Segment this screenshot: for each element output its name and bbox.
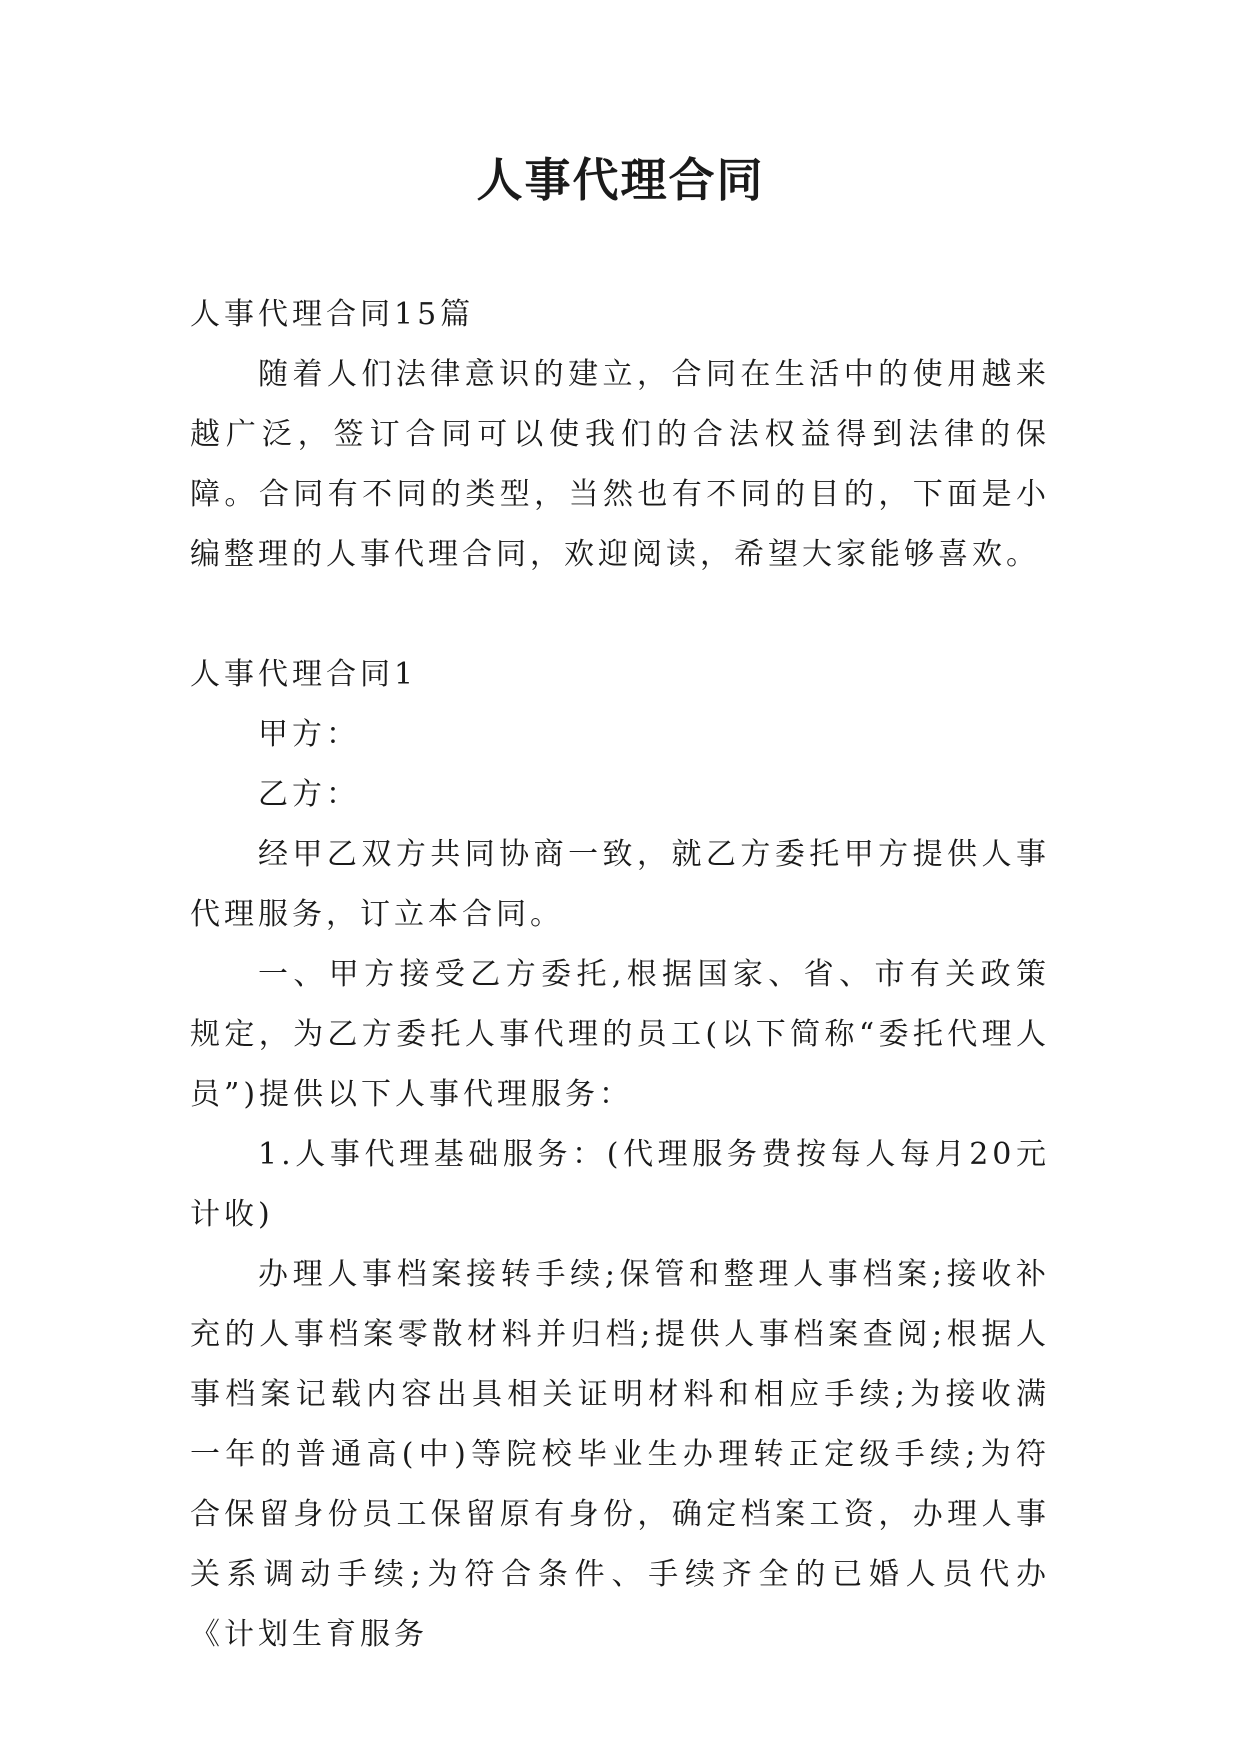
party-a-line: 甲方： (258, 717, 360, 752)
section-heading: 人事代理合同1 (190, 657, 418, 692)
intro-paragraph: 随着人们法律意识的建立，合同在生活中的使用越来越广泛，签订合同可以使我们的合法权益得到法律的保障。合同有不同的类型，当然也有不同的目的，下面是小编整理的人事代理合同，欢迎阅读，希望大家能够喜欢。 (190, 357, 1050, 572)
agreement-paragraph: 经甲乙双方共同协商一致，就乙方委托甲方提供人事代理服务，订立本合同。 (190, 837, 1050, 932)
clause-1-paragraph: 一、甲方接受乙方委托,根据国家、省、市有关政策规定，为乙方委托人事代理的员工(以下简称“委托代理人员”)提供以下人事代理服务： (190, 957, 1050, 1112)
paragraph-spacer (190, 585, 1050, 645)
service-1-detail-paragraph: 办理人事档案接转手续;保管和整理人事档案;接收补充的人事档案零散材料并归档;提供人事档案查阅;根据人事档案记载内容出具相关证明材料和相应手续;为接收满一年的普通高(中)等院校毕业生办理转正定级手续;为符合保留身份员工保留原有身份，确定档案工资，办理人事关系调动手续;为符合条件、手续齐全的已婚人员代办《计划生育服务 (190, 1257, 1050, 1652)
document-title: 人事代理合同 (476, 153, 765, 207)
party-b-line: 乙方： (258, 777, 360, 812)
service-1-paragraph: 1.人事代理基础服务：(代理服务费按每人每月20元计收) (190, 1137, 1050, 1232)
document-body (190, 285, 1050, 1665)
document-subtitle: 人事代理合同15篇 (190, 297, 475, 332)
